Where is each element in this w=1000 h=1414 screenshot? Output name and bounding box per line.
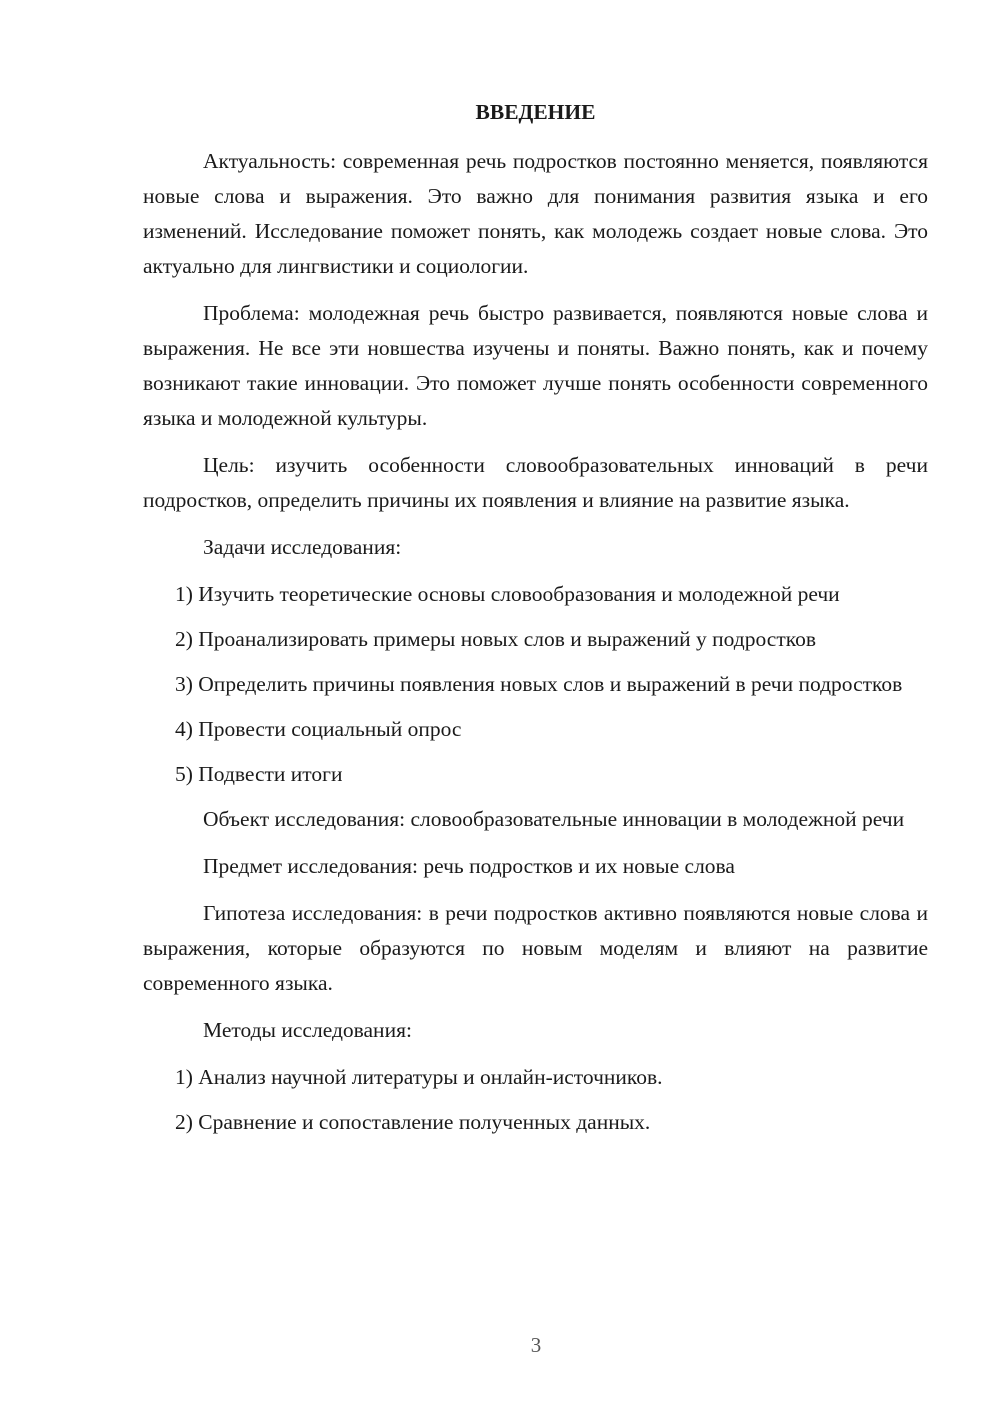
task-item-3: 3) Определить причины появления новых слов и выражений в речи подростков: [175, 672, 903, 696]
method-item-1: 1) Анализ научной литературы и онлайн-источников.: [175, 1065, 663, 1089]
relevance-paragraph: Актуальность: современная речь подростков постоянно меняется, появляются новые слова и выражения. Это важно для понимания развития языка и его изменений. Исследование поможет понять, как молодежь создает новые слова. Это актуально для лингвистики и социологии.: [143, 149, 928, 278]
goal-paragraph: Цель: изучить особенности словообразовательных инноваций в речи подростков, определить причины их появления и влияние на развитие языка.: [143, 453, 928, 512]
object-paragraph: Объект исследования: словообразовательные инновации в молодежной речи: [203, 807, 905, 831]
hypothesis-paragraph: Гипотеза исследования: в речи подростков активно появляются новые слова и выражения, которые образуются по новым моделям и влияют на развитие современного языка.: [143, 901, 928, 995]
page-number: 3: [530, 1333, 542, 1357]
tasks-heading: Задачи исследования:: [203, 535, 402, 559]
subject-paragraph: Предмет исследования: речь подростков и их новые слова: [203, 854, 735, 878]
section-title: ВВЕДЕНИЕ: [475, 100, 596, 124]
methods-heading: Методы исследования:: [203, 1018, 412, 1042]
problem-paragraph: Проблема: молодежная речь быстро развивается, появляются новые слова и выражения. Не все эти новшества изучены и поняты. Важно понять, как и почему возникают такие инновации. Это поможет лучше понять особенности современного языка и молодежной культуры.: [143, 301, 928, 430]
page-content: [143, 95, 928, 1150]
task-item-4: 4) Провести социальный опрос: [175, 717, 462, 741]
task-item-5: 5) Подвести итоги: [175, 762, 343, 786]
task-item-1: 1) Изучить теоретические основы словообразования и молодежной речи: [175, 582, 840, 606]
method-item-2: 2) Сравнение и сопоставление полученных данных.: [175, 1110, 651, 1134]
task-item-2: 2) Проанализировать примеры новых слов и выражений у подростков: [175, 627, 816, 651]
